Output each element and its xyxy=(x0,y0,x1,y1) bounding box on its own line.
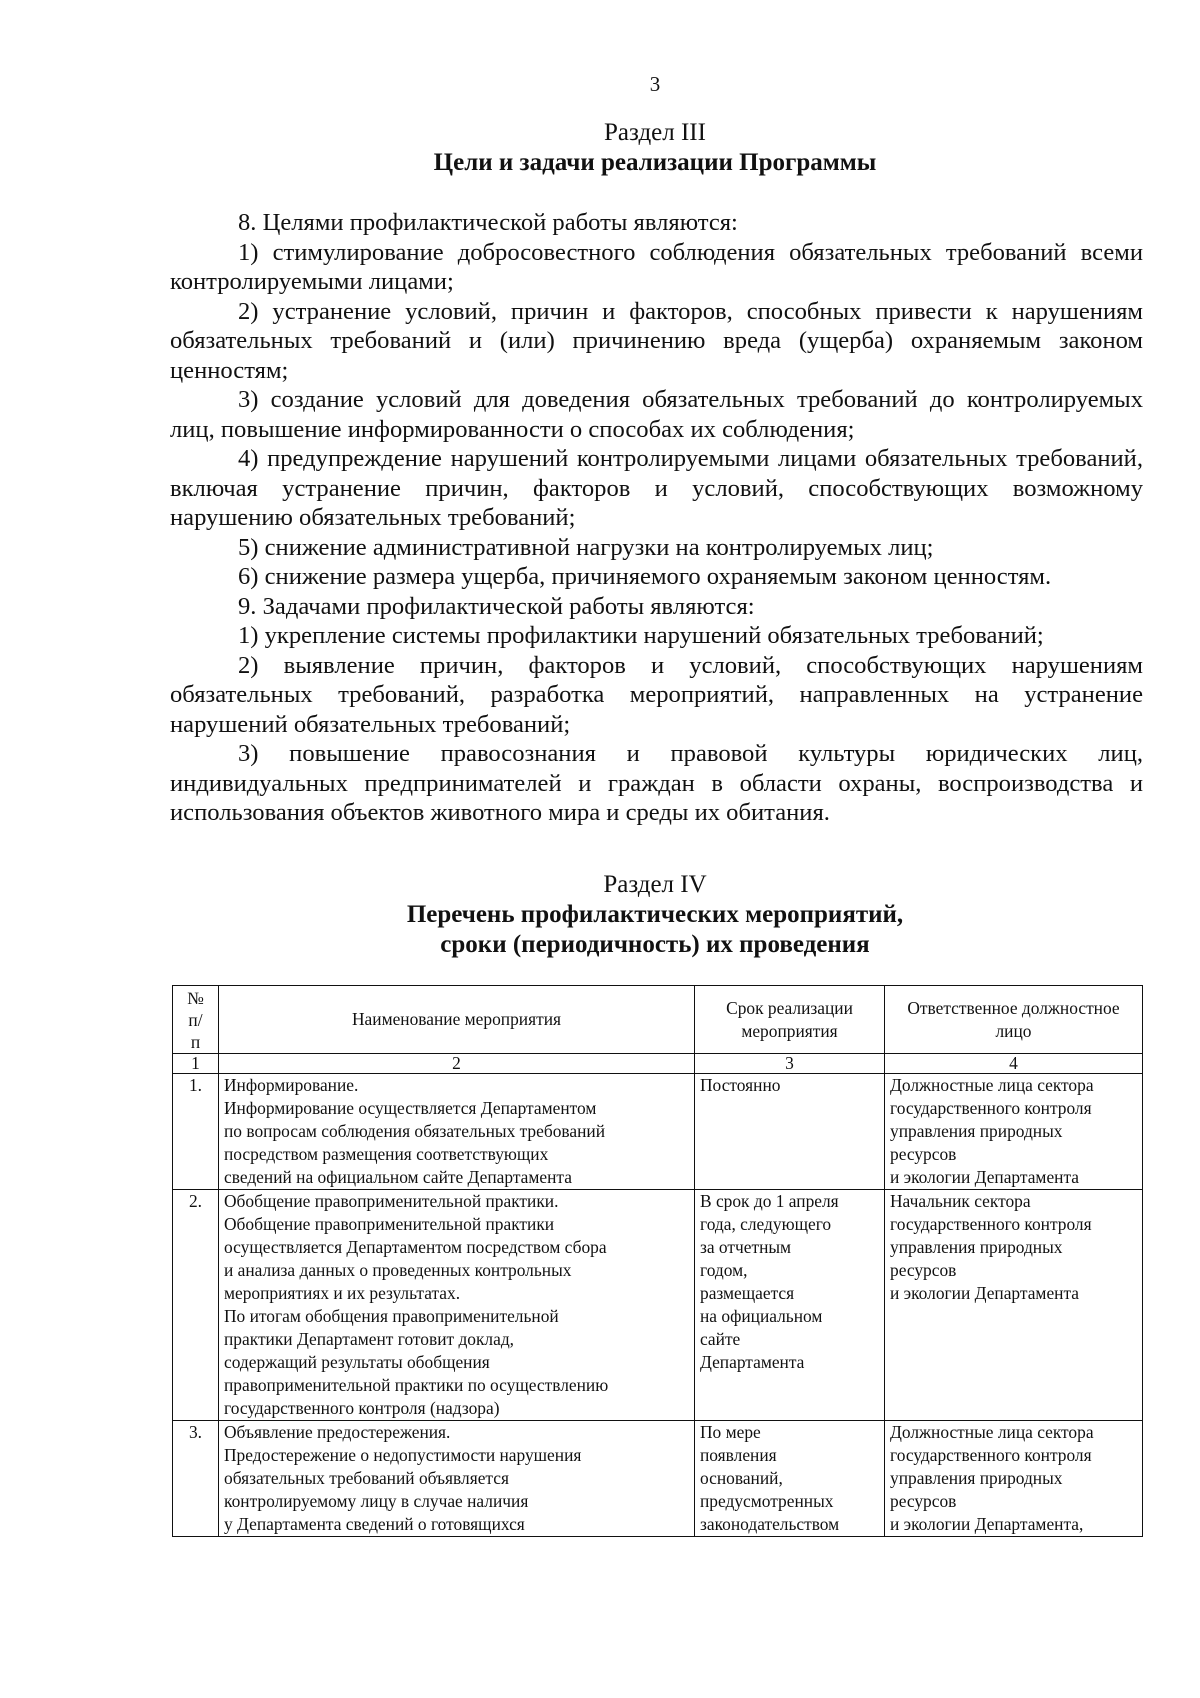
section-3-heading xyxy=(170,118,1140,178)
cell-line: и экологии Департамента xyxy=(890,1167,1079,1187)
header-term: Срок реализации мероприятия xyxy=(695,986,885,1054)
cell-line: сведений на официальном сайте Департамента xyxy=(224,1167,572,1187)
column-number: 4 xyxy=(885,1054,1143,1074)
cell-line: ресурсов xyxy=(890,1144,957,1164)
section-4-label: Раздел IV xyxy=(603,871,707,898)
cell-num: 3. xyxy=(173,1421,219,1537)
cell-line: ресурсов xyxy=(890,1260,957,1280)
cell-line: посредством размещения соответствующих xyxy=(224,1144,549,1164)
paragraph-goal-4: 4) предупреждение нарушений контролируемыми лицами обязательных требований, включая устранение причин, факторов и условий, способствующих возможному нарушению обязательных требований; xyxy=(170,445,1143,531)
cell-line: по вопросам соблюдения обязательных требований xyxy=(224,1121,606,1141)
section-3-label: Раздел III xyxy=(604,119,706,146)
paragraph-goal-2: 2) устранение условий, причин и факторов, способных привести к нарушениям обязательных требований и (или) причинению вреда (ущерба) охраняемым законом ценностям; xyxy=(170,297,1143,384)
paragraph-goal-3: 3) создание условий для доведения обязательных требований до контролируемых лиц, повышение информированности о способах их соблюдения; xyxy=(170,386,1143,443)
cell-line: государственного контроля xyxy=(890,1445,1092,1465)
cell-line: По мере xyxy=(700,1422,761,1442)
cell-line: ресурсов xyxy=(890,1491,957,1511)
cell-term xyxy=(695,1421,885,1537)
table-row xyxy=(173,1190,1143,1421)
section-4-title-line-1: Перечень профилактических мероприятий, xyxy=(406,901,904,928)
cell-line: года, следующего xyxy=(700,1214,832,1234)
header-number-text: № п/ п xyxy=(187,987,204,1052)
cell-term xyxy=(695,1074,885,1190)
table-row xyxy=(173,1421,1143,1537)
section-4-title-line-2: сроки (периодичность) их проведения xyxy=(440,931,870,958)
cell-line: осуществляется Департаментом посредством сбора xyxy=(224,1237,607,1257)
cell-line: Постоянно xyxy=(700,1075,781,1095)
cell-line: размещается xyxy=(700,1283,795,1303)
paragraph-task-3: 3) повышение правосознания и правовой культуры юридических лиц, индивидуальных предпринимателей и граждан в области охраны, воспроизводства и использования объектов животного мира и среды их обитания. xyxy=(170,740,1143,826)
header-number xyxy=(173,986,219,1054)
table-row xyxy=(173,1074,1143,1190)
cell-line: мероприятиях и их результатах. xyxy=(224,1283,461,1303)
cell-line: Обобщение правоприменительной практики. xyxy=(224,1191,559,1211)
cell-line: Должностные лица сектора xyxy=(890,1075,1094,1095)
paragraph-goal-1: 1) стимулирование добросовестного соблюдения обязательных требований всеми контролируемыми лицами; xyxy=(170,238,1143,295)
header-responsible: Ответственное должностное лицо xyxy=(885,986,1143,1054)
cell-line: практики Департамент готовит доклад, xyxy=(224,1329,515,1349)
cell-line: и экологии Департамента, xyxy=(890,1514,1084,1534)
paragraph-tasks-intro: 9. Задачами профилактической работы являются: xyxy=(238,592,755,620)
cell-num: 1. xyxy=(173,1074,219,1190)
cell-term xyxy=(695,1190,885,1421)
cell-line: правоприменительной практики по осуществлению xyxy=(224,1375,609,1395)
cell-line: управления природных xyxy=(890,1468,1063,1488)
section-4-heading xyxy=(170,870,1140,960)
header-name: Наименование мероприятия xyxy=(219,986,695,1054)
cell-line: и экологии Департамента xyxy=(890,1283,1079,1303)
paragraph-goal-6: 6) снижение размера ущерба, причиняемого охраняемым законом ценностям. xyxy=(238,563,1052,590)
section-3-title: Цели и задачи реализации Программы xyxy=(433,149,877,176)
column-number: 2 xyxy=(219,1054,695,1074)
page-number: 3 xyxy=(649,72,661,96)
cell-line: за отчетным xyxy=(700,1237,792,1257)
measures-table xyxy=(172,985,1143,1537)
cell-line: управления природных xyxy=(890,1237,1063,1257)
paragraph-goals-intro: 8. Целями профилактической работы являются: xyxy=(238,209,738,236)
cell-line: содержащий результаты обобщения xyxy=(224,1352,490,1372)
cell-line: государственного контроля (надзора) xyxy=(224,1398,500,1418)
cell-line: государственного контроля xyxy=(890,1098,1092,1118)
cell-name xyxy=(219,1190,695,1421)
cell-line: появления xyxy=(700,1445,777,1465)
cell-line: Объявление предостережения. xyxy=(224,1422,451,1442)
column-number: 3 xyxy=(695,1054,885,1074)
cell-line: и анализа данных о проведенных контрольных xyxy=(224,1260,572,1280)
cell-responsible xyxy=(885,1421,1143,1537)
column-number: 1 xyxy=(173,1054,219,1074)
cell-line: предусмотренных xyxy=(700,1491,834,1511)
section-3-body xyxy=(170,208,1143,828)
cell-line: Начальник сектора xyxy=(890,1191,1031,1211)
paragraph-goal-5: 5) снижение административной нагрузки на контролируемых лиц; xyxy=(238,533,934,561)
cell-line: Информирование. xyxy=(224,1075,359,1095)
cell-responsible xyxy=(885,1074,1143,1190)
cell-line: у Департамента сведений о готовящихся xyxy=(224,1514,525,1534)
cell-line: Информирование осуществляется Департаментом xyxy=(224,1098,597,1118)
column-numbers-row xyxy=(173,1054,1143,1074)
cell-line: По итогам обобщения правоприменительной xyxy=(224,1306,559,1326)
cell-line: государственного контроля xyxy=(890,1214,1092,1234)
cell-line: В срок до 1 апреля xyxy=(700,1191,839,1211)
cell-responsible xyxy=(885,1190,1143,1421)
table-header-row xyxy=(173,986,1143,1054)
cell-line: на официальном xyxy=(700,1306,823,1326)
cell-line: законодательством xyxy=(700,1514,840,1534)
paragraph-task-1: 1) укрепление системы профилактики нарушений обязательных требований; xyxy=(238,622,1044,649)
cell-num: 2. xyxy=(173,1190,219,1421)
paragraph-task-2: 2) выявление причин, факторов и условий, способствующих нарушениям обязательных требований, разработка мероприятий, направленных на устранение нарушений обязательных требований; xyxy=(170,651,1143,738)
cell-line: Обобщение правоприменительной практики xyxy=(224,1214,555,1234)
cell-line: оснований, xyxy=(700,1468,783,1488)
cell-line: контролируемому лицу в случае наличия xyxy=(224,1491,529,1511)
cell-name xyxy=(219,1074,695,1190)
cell-line: управления природных xyxy=(890,1121,1063,1141)
cell-name xyxy=(219,1421,695,1537)
cell-line: годом, xyxy=(700,1260,748,1280)
cell-line: обязательных требований объявляется xyxy=(224,1468,509,1488)
cell-line: Департамента xyxy=(700,1352,805,1372)
cell-line: Предостережение о недопустимости нарушения xyxy=(224,1445,582,1465)
cell-line: Должностные лица сектора xyxy=(890,1422,1094,1442)
cell-line: сайте xyxy=(700,1329,741,1349)
